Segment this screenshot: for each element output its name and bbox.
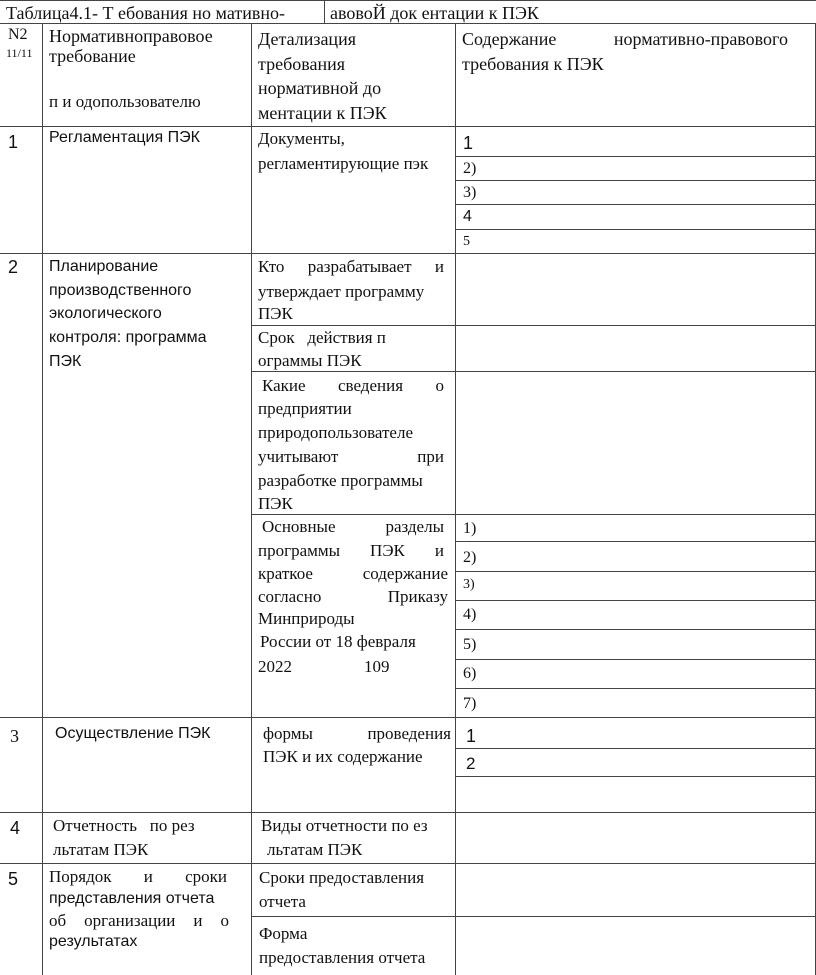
word: Основные <box>262 517 336 536</box>
row5-detail2-line1: Форма <box>259 924 308 943</box>
row2-item: 7) <box>463 695 477 712</box>
word: сведения <box>338 376 404 395</box>
row2-detail3-line3: природопользователе <box>258 423 413 442</box>
row4-requirement-line2: льтатам ПЭК <box>53 840 149 859</box>
word: и <box>434 257 444 276</box>
row1-item: 2) <box>463 160 477 177</box>
row2-item: 1) <box>463 520 477 537</box>
rule <box>42 23 43 975</box>
row1-detail-line2: регламентирующие пэк <box>258 154 429 173</box>
header-col4-line2: требования к ПЭК <box>462 54 604 74</box>
row2-detail4-line1 <box>262 518 444 535</box>
rule <box>455 571 816 572</box>
row2-item: 3) <box>463 577 475 592</box>
header-col4-line1 <box>462 30 788 48</box>
row5-number: 5 <box>8 869 19 889</box>
word: краткое <box>258 564 313 583</box>
row1-item: 3) <box>463 184 477 201</box>
row2-detail4-year: 2022 <box>258 657 292 676</box>
rule <box>455 180 816 181</box>
row1-item: 5 <box>463 234 470 249</box>
rule <box>0 253 816 254</box>
rule <box>251 371 816 372</box>
row5-detail2-line2: предоставления отчета <box>259 948 426 967</box>
row5-detail1-line1: Сроки предоставления <box>259 868 425 887</box>
header-col2-line2: требование <box>49 46 136 66</box>
header-col2-line3: п и одопользователю <box>49 92 201 111</box>
header-col3-line1: Детализация <box>258 29 356 49</box>
row4-requirement-line1: Отчетность по рез <box>53 816 195 835</box>
row4-detail-line1: Виды отчетности по ез <box>261 816 428 835</box>
row2-detail1-line2: утверждает программу <box>258 282 425 301</box>
table-caption-right: авовоЙ док ентации к ПЭК <box>330 3 539 23</box>
row1-detail-line1: Документы, <box>258 129 345 148</box>
row2-detail3-line5: разработке программы <box>258 471 423 490</box>
table-caption-left: Таблица4.1- Т ебования но мативно- <box>6 3 285 23</box>
row2-detail4-line4 <box>258 588 448 605</box>
row2-requirement-line: Планирование <box>49 258 159 275</box>
rule <box>251 916 816 917</box>
rule <box>0 863 816 864</box>
word: сроки <box>185 867 227 886</box>
row2-item: 4) <box>463 606 477 623</box>
rule <box>455 600 816 601</box>
row5-requirement-line2: представления отчета <box>49 890 215 907</box>
rule <box>0 126 816 127</box>
row2-item: 5) <box>463 636 477 653</box>
row3-requirement: Осуществление ПЭК <box>55 725 211 742</box>
row3-item: 2 <box>466 754 476 773</box>
word: об <box>49 911 67 930</box>
rule <box>0 717 816 718</box>
row2-detail3-line1 <box>262 377 444 394</box>
rule <box>251 23 252 975</box>
row2-requirement-line: производственного <box>49 282 192 299</box>
row4-detail-line2: льтатам ПЭК <box>267 840 363 859</box>
rule <box>455 776 816 777</box>
row2-detail4-number: 109 <box>364 657 390 676</box>
row5-requirement-line3 <box>49 912 229 929</box>
rule <box>0 23 816 24</box>
header-col2-line1: Нормативноправовое <box>49 26 213 46</box>
word: Порядок <box>49 867 112 886</box>
row4-number: 4 <box>10 818 21 838</box>
rule <box>324 0 325 24</box>
rule <box>251 325 816 326</box>
word: разрабатывает <box>307 257 412 276</box>
row2-detail1-line3: ПЭК <box>258 304 293 323</box>
row3-item: 1 <box>466 726 477 746</box>
header-col4-word: нормативно-правового <box>613 29 788 49</box>
row2-detail3-line4 <box>258 448 444 465</box>
word: и <box>143 867 153 886</box>
word: о <box>220 911 229 930</box>
word: и <box>434 541 444 560</box>
word: при <box>417 447 444 466</box>
rule <box>455 629 816 630</box>
rule <box>455 748 816 749</box>
header-col3-line4: ментации к ПЭК <box>258 103 387 123</box>
word: программы <box>258 541 341 560</box>
row5-requirement-line1 <box>49 868 227 885</box>
word: Кто <box>258 257 285 276</box>
word: Приказу <box>387 587 448 606</box>
word: формы <box>263 724 313 743</box>
row5-detail1-line2: отчета <box>259 892 306 911</box>
rule <box>251 514 816 515</box>
row2-detail3-line6: ПЭК <box>258 494 293 513</box>
rule <box>455 229 816 230</box>
word: учитывают <box>258 447 339 466</box>
header-col3-line3: нормативной до <box>258 78 382 98</box>
rule <box>455 659 816 660</box>
word: Какие <box>262 376 306 395</box>
word: разделы <box>385 517 444 536</box>
header-number-sub: 11/11 <box>6 46 33 60</box>
row5-requirement-line4: результатах <box>49 933 138 950</box>
row2-requirement-line: контроля: программа <box>49 329 207 346</box>
row2-detail2-line2: ограммы ПЭК <box>258 351 362 370</box>
row2-detail1-line1 <box>258 258 444 275</box>
row2-detail4-line3 <box>258 565 448 582</box>
row2-item: 6) <box>463 665 477 682</box>
row1-item: 4 <box>463 208 472 225</box>
header-number-label: N2 <box>8 26 28 43</box>
row3-detail-line2: ПЭК и их содержание <box>263 747 423 766</box>
header-col4-word: Содержание <box>462 29 557 49</box>
rule <box>455 23 456 975</box>
word: организации <box>84 911 176 930</box>
word: о <box>435 376 444 395</box>
row2-detail4-line2 <box>258 542 444 559</box>
word: и <box>193 911 203 930</box>
row1-item: 1 <box>463 133 474 153</box>
row3-detail-line1 <box>263 725 451 742</box>
header-col3-line2: требования <box>258 54 346 74</box>
rule <box>455 688 816 689</box>
word: содержание <box>362 564 448 583</box>
row2-number: 2 <box>8 257 19 277</box>
word: согласно <box>258 587 322 606</box>
rule <box>0 812 816 813</box>
rule <box>0 0 816 1</box>
row2-item: 2) <box>463 549 477 566</box>
rule <box>455 541 816 542</box>
word: проведения <box>367 724 451 743</box>
row2-detail4-line6: России от 18 февраля <box>260 632 416 651</box>
row2-detail2-line1: Срок действия п <box>258 328 386 347</box>
row2-detail3-line2: предприятии <box>258 399 352 418</box>
row1-requirement: Регламентация ПЭК <box>49 129 200 146</box>
row2-requirement-line: экологического <box>49 305 162 322</box>
rule <box>455 156 816 157</box>
row2-requirement-line: ПЭК <box>49 353 82 370</box>
row3-number: 3 <box>10 726 19 746</box>
word: ПЭК <box>370 541 405 560</box>
row2-detail4-line5: Минприроды <box>258 609 355 628</box>
row1-number: 1 <box>8 132 19 152</box>
rule <box>455 204 816 205</box>
